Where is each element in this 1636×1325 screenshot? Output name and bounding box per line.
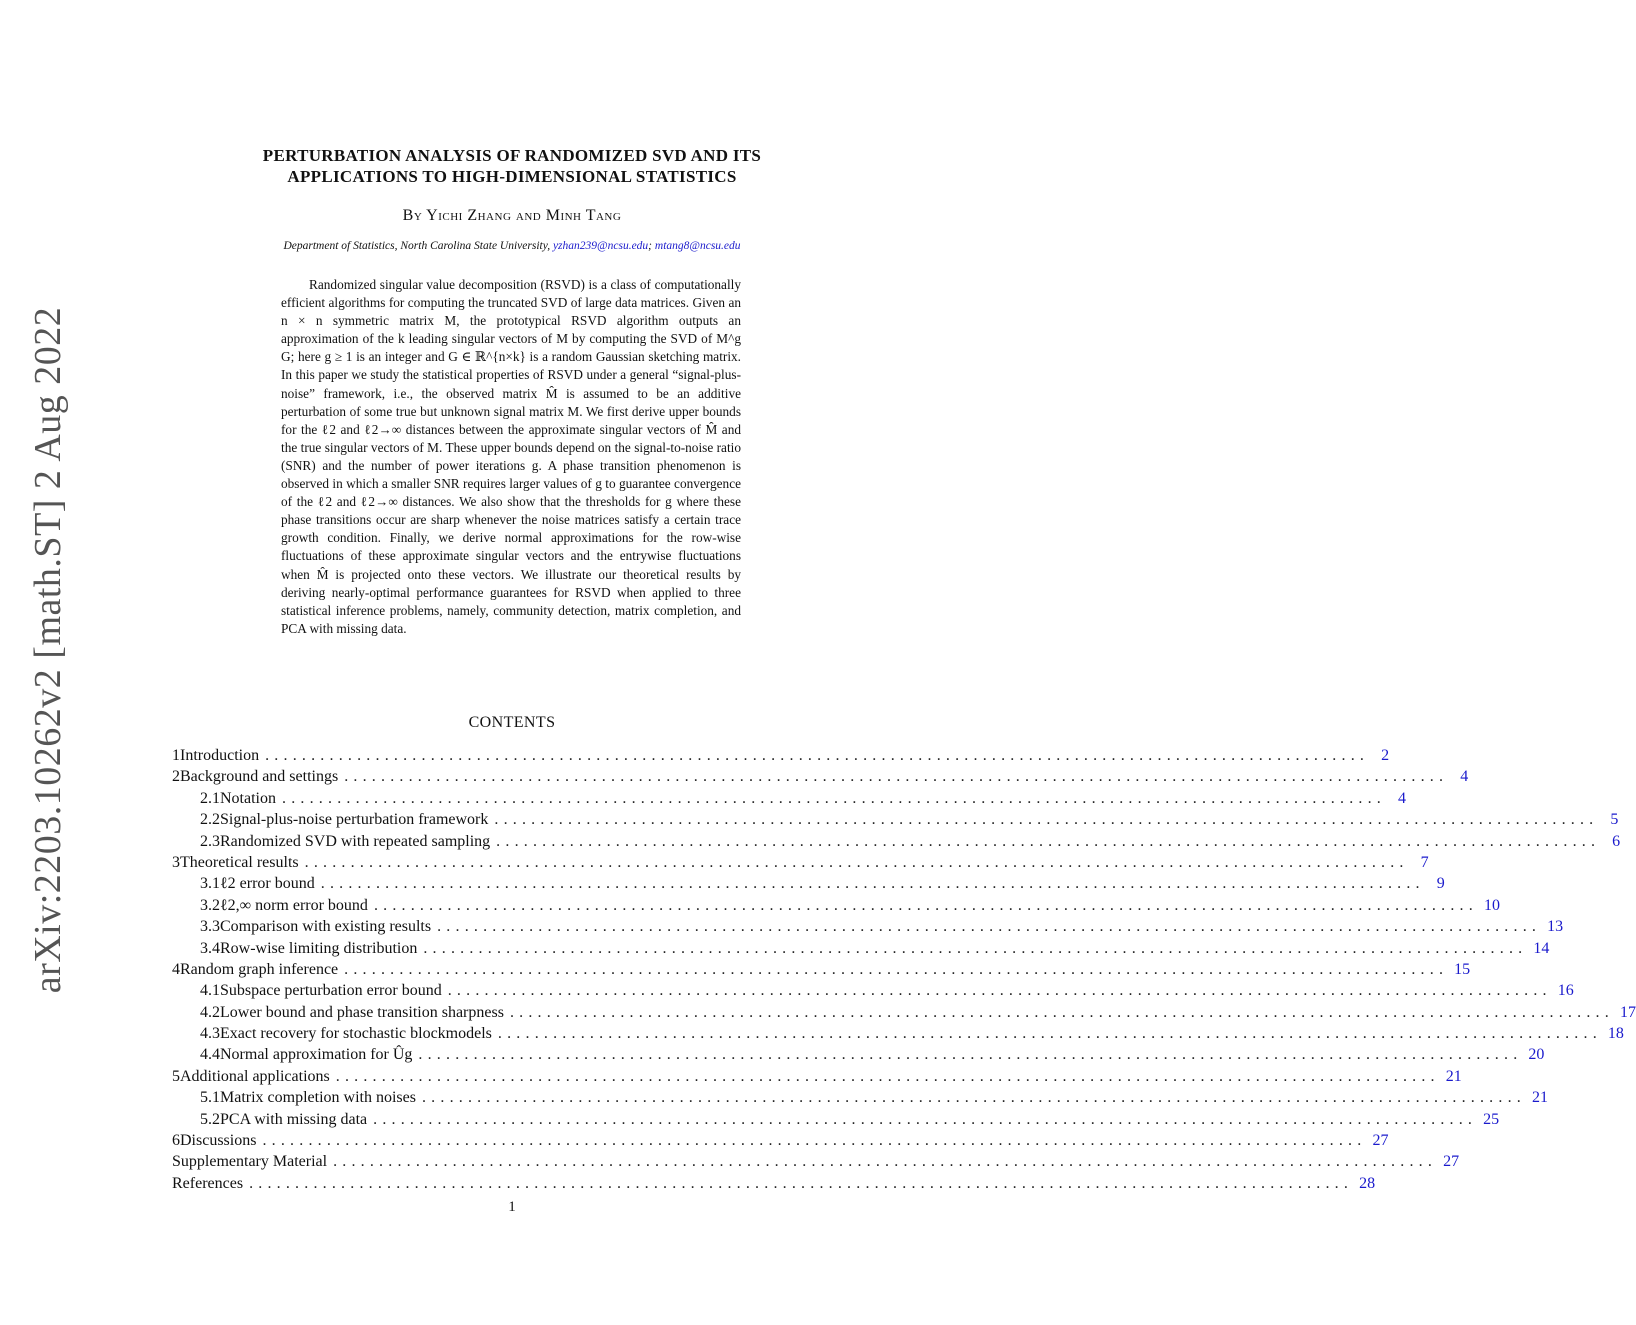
toc-entry-number: 3.1 — [200, 875, 220, 893]
toc-leader-dots: ........................................................................................................................ — [509, 1003, 1614, 1021]
toc-entry-label[interactable]: Theoretical results — [180, 853, 299, 871]
toc-entry-label[interactable]: Subspace perturbation error bound — [220, 982, 442, 1000]
toc-page-link[interactable]: 9 — [1436, 875, 1445, 893]
toc-leader-dots: ........................................................................................................................ — [282, 789, 1386, 807]
toc-leader-dots: ........................................................................................................................ — [344, 960, 1449, 978]
toc-page-link[interactable]: 5 — [1610, 811, 1619, 829]
toc-entry-number: 2 — [172, 768, 180, 786]
toc-entry-label[interactable]: Normal approximation for Ûg — [220, 1046, 413, 1064]
toc-entry[interactable] — [172, 959, 1471, 980]
toc-entry-label[interactable]: Random graph inference — [180, 960, 339, 978]
toc-page-link[interactable]: 10 — [1483, 896, 1500, 914]
toc-page-link[interactable]: 15 — [1454, 960, 1471, 978]
toc-leader-dots: ........................................................................................................................ — [437, 918, 1542, 936]
toc-entry[interactable] — [172, 1087, 1548, 1108]
contents-heading: CONTENTS — [468, 714, 556, 731]
toc-entry-number: 4.2 — [200, 1003, 220, 1021]
abstract — [281, 276, 741, 638]
toc-entry[interactable] — [172, 1023, 1624, 1044]
toc-entry-label[interactable]: Comparison with existing results — [220, 918, 432, 936]
toc-leader-dots: ........................................................................................................................ — [304, 853, 1409, 871]
toc-entry-label[interactable]: Supplementary Material — [172, 1153, 328, 1171]
toc-entry[interactable] — [172, 1002, 1636, 1023]
toc-entry-number: 2.1 — [200, 789, 220, 807]
toc-page-link[interactable]: 21 — [1445, 1067, 1462, 1085]
toc-entry[interactable] — [172, 916, 1564, 937]
toc-entry-label[interactable]: References — [172, 1174, 244, 1192]
toc-entry[interactable] — [172, 809, 1619, 830]
toc-page-link[interactable]: 13 — [1547, 918, 1564, 936]
toc-leader-dots: ........................................................................................................................ — [335, 1067, 1440, 1085]
toc-leader-dots: ........................................................................................................................ — [423, 939, 1528, 957]
toc-entry[interactable] — [172, 1044, 1545, 1065]
toc-entry-number: 3.2 — [200, 896, 220, 914]
toc-entry-number: 4.3 — [200, 1025, 220, 1043]
toc-entry[interactable] — [172, 895, 1500, 916]
toc-entry-label[interactable]: Signal-plus-noise perturbation framework — [220, 811, 489, 829]
affiliation-text: Department of Statistics, North Carolina State University, — [283, 240, 551, 252]
toc-leader-dots: ........................................................................................................................ — [262, 1132, 1367, 1150]
toc-page-link[interactable]: 4 — [1460, 768, 1469, 786]
paper-title — [0, 145, 1024, 187]
toc-leader-dots: ........................................................................................................................ — [344, 768, 1449, 786]
toc-page-link[interactable]: 25 — [1483, 1110, 1500, 1128]
toc-entry[interactable] — [172, 1109, 1500, 1130]
toc-leader-dots: ........................................................................................................................ — [265, 747, 1370, 764]
toc-leader-dots: ........................................................................................................................ — [497, 1025, 1602, 1043]
toc-entry-label[interactable]: Notation — [220, 789, 276, 807]
toc-page-link[interactable]: 21 — [1531, 1089, 1548, 1107]
toc-page-link[interactable]: 20 — [1528, 1046, 1545, 1064]
toc-page-link[interactable]: 14 — [1533, 939, 1550, 957]
toc-entry-number: 5.1 — [200, 1089, 220, 1107]
toc-entry-number: 5 — [172, 1067, 180, 1085]
toc-page-link[interactable]: 28 — [1359, 1174, 1376, 1192]
toc-leader-dots: ........................................................................................................................ — [496, 832, 1601, 850]
toc-entry-number: 4.1 — [200, 982, 220, 1000]
toc-entry-label[interactable]: Row-wise limiting distribution — [220, 939, 418, 957]
toc-entry[interactable] — [172, 745, 1390, 766]
table-of-contents — [172, 745, 1636, 1194]
toc-entry[interactable] — [172, 1130, 1389, 1151]
title-line-1: PERTURBATION ANALYSIS OF RANDOMIZED SVD AND ITS — [262, 146, 762, 165]
toc-entry-label[interactable]: ℓ2,∞ norm error bound — [220, 896, 368, 914]
toc-entry[interactable] — [172, 873, 1445, 894]
toc-page-link[interactable]: 27 — [1372, 1132, 1389, 1150]
toc-leader-dots: ........................................................................................................................ — [333, 1153, 1438, 1171]
toc-page-link[interactable]: 16 — [1557, 982, 1574, 1000]
toc-entry-number: 4 — [172, 960, 180, 978]
toc-page-link[interactable]: 2 — [1381, 747, 1390, 764]
toc-entry-number: 3.4 — [200, 939, 220, 957]
toc-entry-number: 6 — [172, 1132, 180, 1150]
toc-leader-dots: ........................................................................................................................ — [494, 811, 1599, 829]
title-line-2: APPLICATIONS TO HIGH-DIMENSIONAL STATISTICS — [287, 167, 737, 186]
toc-entry-number: 5.2 — [200, 1110, 220, 1128]
page-number: 1 — [508, 1199, 516, 1215]
toc-entry-number: 3.3 — [200, 918, 220, 936]
toc-leader-dots: ........................................................................................................................ — [421, 1089, 1526, 1107]
toc-entry-label[interactable]: Matrix completion with noises — [220, 1089, 416, 1107]
toc-entry-label[interactable]: Additional applications — [180, 1067, 330, 1085]
toc-entry-number: 4.4 — [200, 1046, 220, 1064]
toc-page-link[interactable]: 7 — [1420, 853, 1429, 871]
toc-leader-dots: ........................................................................................................................ — [373, 1110, 1478, 1128]
email-link-2[interactable]: mtang8@ncsu.edu — [654, 240, 741, 252]
arxiv-sidebar — [18, 306, 78, 994]
arxiv-identifier: arXiv:2203.10262v2 [math.ST] 2 Aug 2022 — [27, 306, 69, 994]
toc-entry-number: 1 — [172, 747, 180, 764]
toc-page-link[interactable]: 27 — [1443, 1153, 1460, 1171]
toc-entry-number: 3 — [172, 853, 180, 871]
toc-page-link[interactable]: 18 — [1607, 1025, 1624, 1043]
toc-leader-dots: ........................................................................................................................ — [320, 875, 1425, 893]
toc-page-link[interactable]: 6 — [1612, 832, 1621, 850]
toc-entry-number: 2.3 — [200, 832, 220, 850]
toc-entry[interactable] — [172, 938, 1550, 959]
toc-leader-dots: ........................................................................................................................ — [447, 982, 1552, 1000]
toc-entry-label[interactable]: PCA with missing data — [220, 1110, 368, 1128]
toc-entry[interactable] — [172, 1151, 1460, 1172]
toc-leader-dots: ........................................................................................................................ — [418, 1046, 1523, 1064]
toc-leader-dots: ........................................................................................................................ — [249, 1174, 1354, 1192]
toc-entry[interactable] — [172, 980, 1574, 1001]
email-link-1[interactable]: yzhan239@ncsu.edu — [552, 240, 649, 252]
email-separator: ; — [648, 240, 653, 252]
toc-entry-label[interactable]: Background and settings — [180, 768, 339, 786]
toc-entry[interactable] — [172, 788, 1406, 809]
toc-entry[interactable] — [172, 1173, 1376, 1194]
toc-page-link[interactable]: 17 — [1619, 1003, 1636, 1021]
toc-entry-label[interactable]: ℓ2 error bound — [220, 875, 315, 893]
toc-entry-label[interactable]: Introduction — [180, 747, 260, 764]
toc-entry[interactable] — [172, 852, 1429, 873]
toc-entry-label[interactable]: Randomized SVD with repeated sampling — [220, 832, 491, 850]
affiliation — [0, 240, 1024, 252]
toc-entry-label[interactable]: Exact recovery for stochastic blockmodels — [220, 1025, 492, 1043]
toc-entry-label[interactable]: Lower bound and phase transition sharpness — [220, 1003, 504, 1021]
toc-entry[interactable] — [172, 1066, 1462, 1087]
toc-entry[interactable] — [172, 831, 1621, 852]
authors: By Yichi Zhang and Minh Tang — [402, 207, 622, 224]
toc-entry[interactable] — [172, 766, 1469, 787]
toc-leader-dots: ........................................................................................................................ — [373, 896, 1478, 914]
abstract-text: Randomized singular value decomposition (RSVD) is a class of computationally efficient algorithms for computing the truncated SVD of large data matrices. Given an n × n symmetric matrix M, the prototypical RSVD algorithm outputs an approximation of the k leading singular vectors of M by computing the SVD of M^g G; here g ≥ 1 is an integer and G ∈ ℝ^{n×k} is a random Gaussian sketching matrix. In this paper we study the statistical properties of RSVD under a general “signal-plus-noise” framework, i.e., the observed matrix M̂ is assumed to be an additive perturbation of some true but unknown signal matrix M. We first derive upper bounds for the ℓ2 and ℓ2→∞ distances between the approximate singular vectors of M̂ and the true singular vectors of M. These upper bounds depend on the signal-to-noise ratio (SNR) and the number of power iterations g. A phase transition phenomenon is observed in which a smaller SNR requires larger values of g to guarantee convergence of the ℓ2 and ℓ2→∞ distances. We also show that the thresholds for g where these phase transitions occur are sharp whenever the noise matrices satisfy a certain trace growth condition. Finally, we derive normal approximations for the row-wise fluctuations of these approximate singular vectors and the entrywise fluctuations when M̂ is projected onto these vectors. We illustrate our theoretical results by deriving nearly-optimal performance guarantees for RSVD when applied to three statistical inference problems, namely, community detection, matrix completion, and PCA with missing data. — [281, 277, 741, 636]
toc-entry-label[interactable]: Discussions — [180, 1132, 257, 1150]
toc-entry-number: 2.2 — [200, 811, 220, 829]
toc-page-link[interactable]: 4 — [1398, 789, 1406, 807]
